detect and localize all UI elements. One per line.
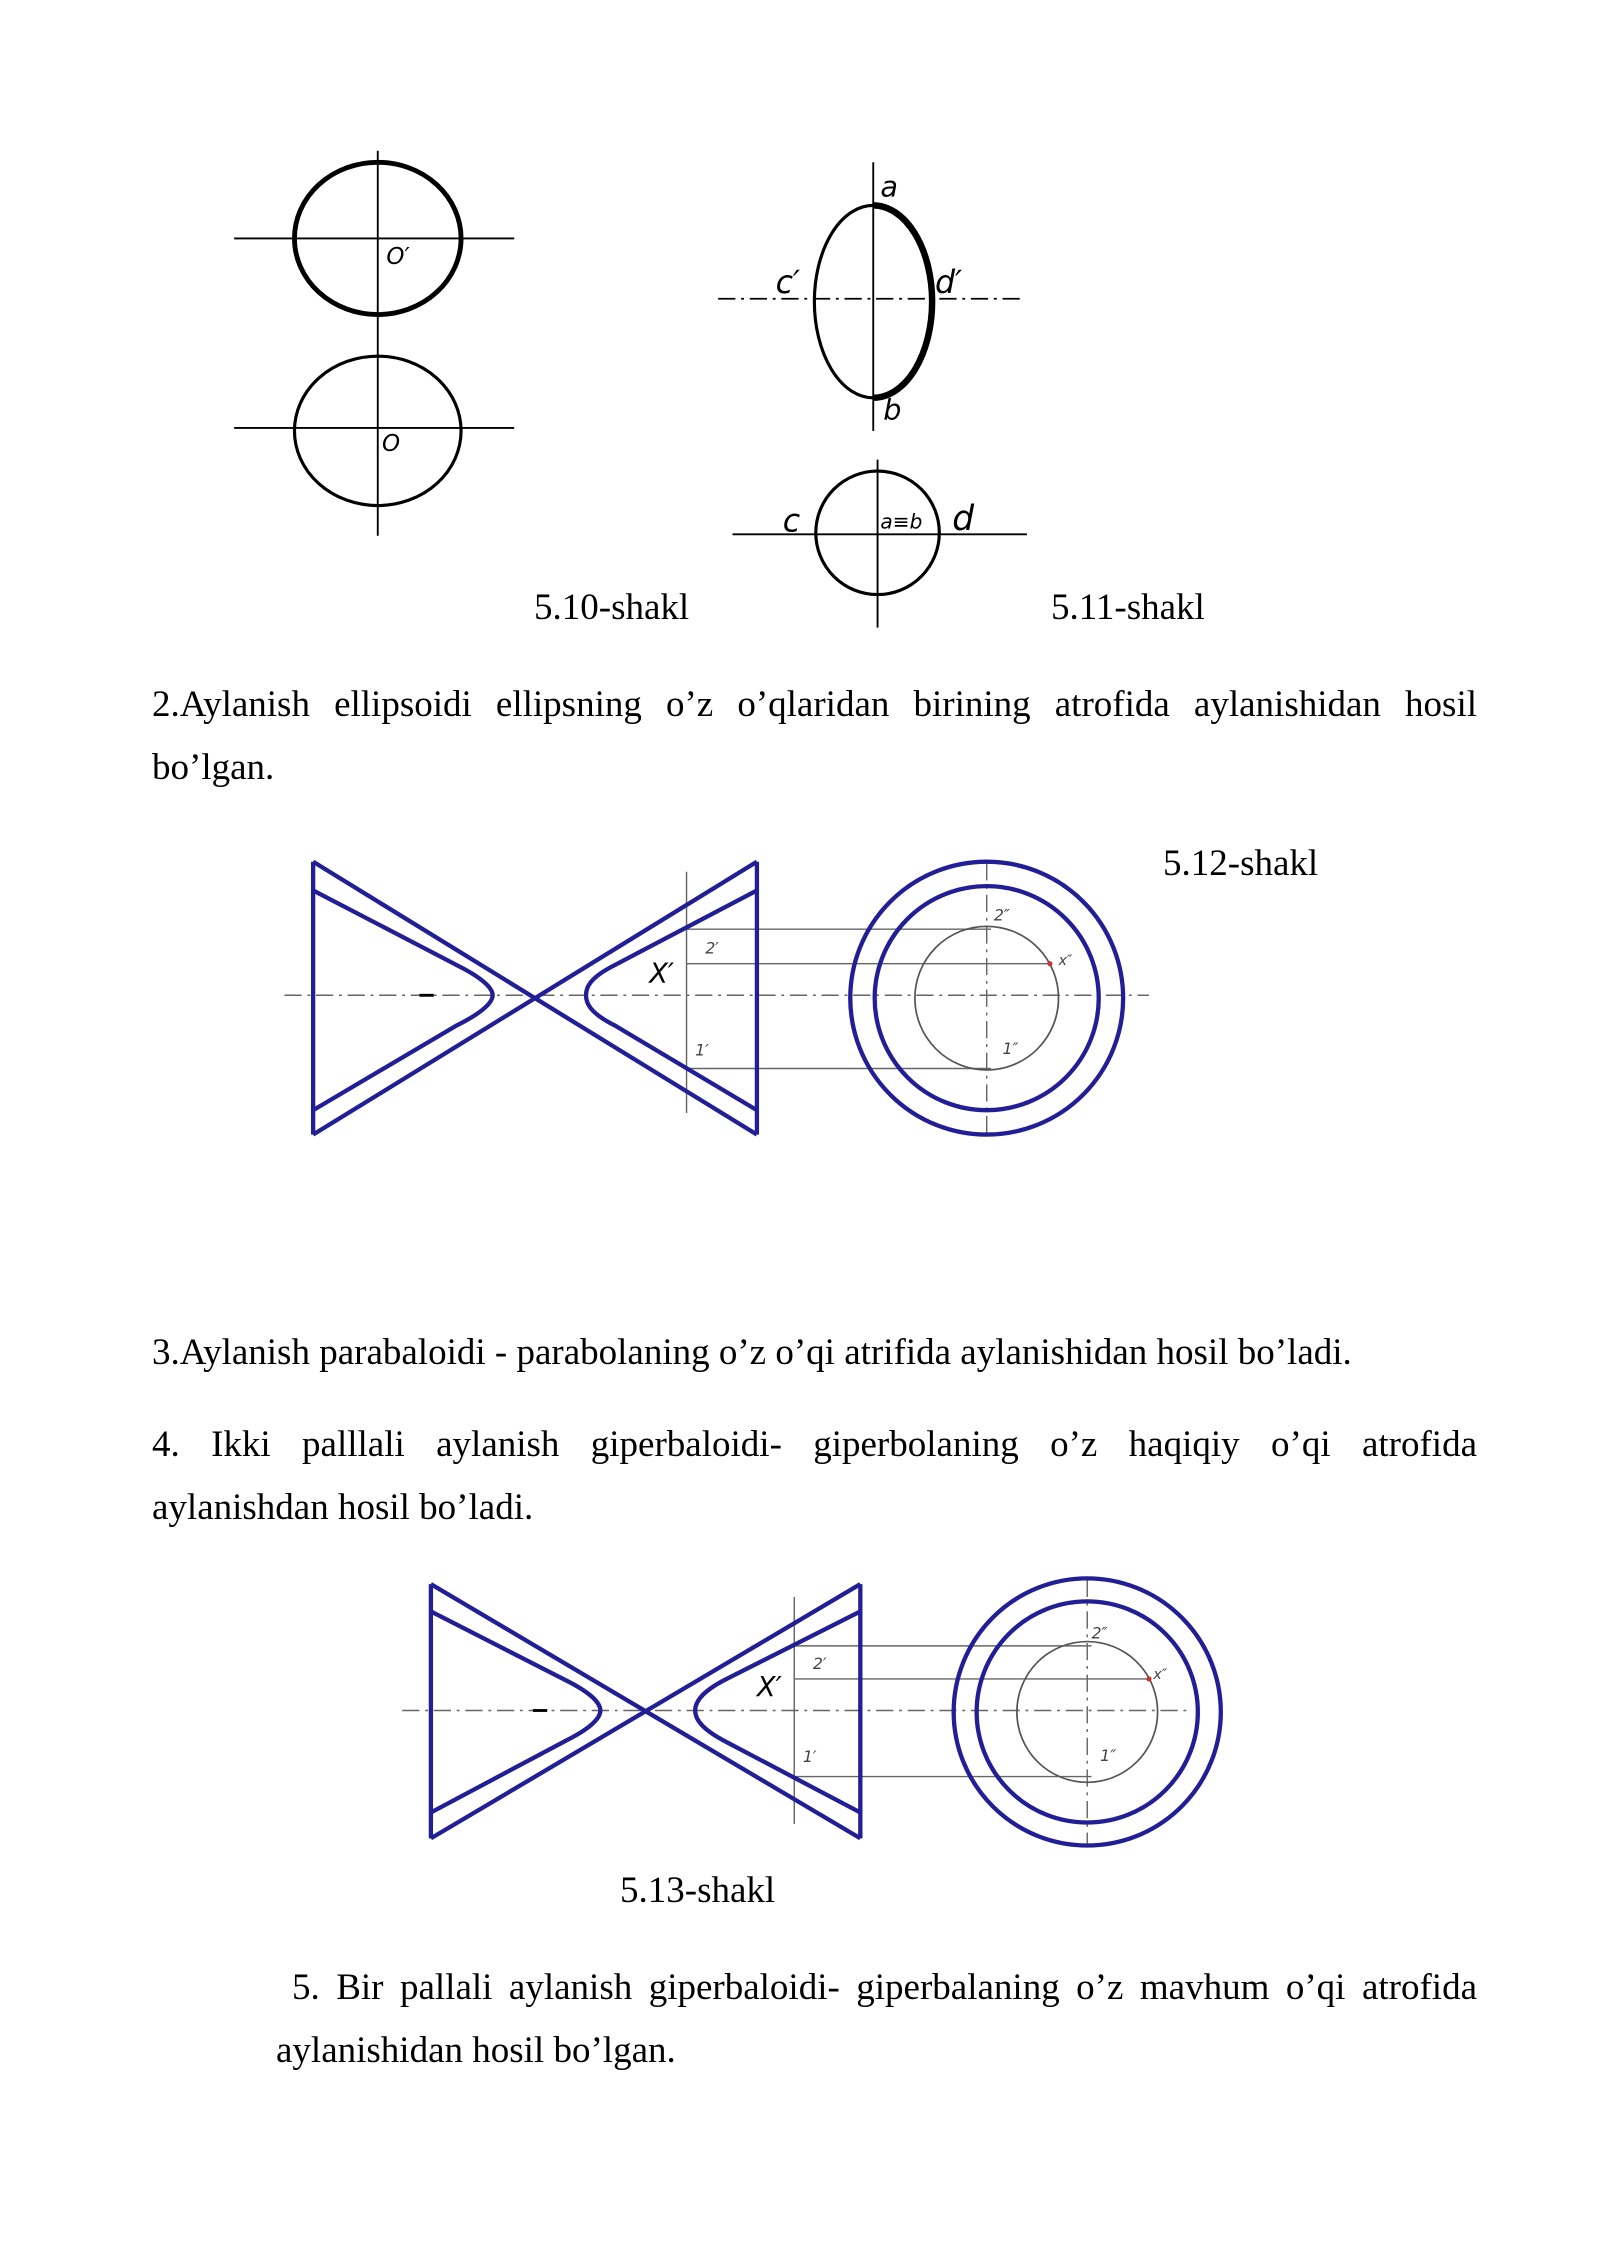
label-1-double-prime: 1″	[1100, 1745, 1117, 1765]
paragraph-line: aylanishdan hosil bo’ladi.	[152, 1487, 534, 1528]
label-2-prime: 2′	[812, 1653, 827, 1673]
label-x-double-prime: x″	[1058, 953, 1073, 970]
caption-figure-5-10: 5.10-shakl	[534, 587, 690, 628]
label-x-prime: X′	[756, 1672, 782, 1704]
label-x-double-prime: x″	[1153, 1666, 1168, 1683]
label-c-prime: c′	[775, 264, 801, 301]
left-hyperbola-branch	[431, 1611, 600, 1812]
label-1-prime: 1′	[695, 1040, 709, 1060]
label-2-double-prime: 2″	[1091, 1623, 1108, 1643]
right-hyperbola-branch	[586, 890, 757, 1110]
caption-figure-5-13: 5.13-shakl	[620, 1870, 776, 1911]
paragraph-two-sheet-hyperboloid	[152, 1413, 1477, 1539]
label-d-prime: d′	[935, 264, 963, 301]
paragraph-ellipsoid	[152, 673, 1477, 799]
paragraph-line: aylanishidan hosil bo’lgan.	[276, 2030, 676, 2071]
paragraph-line: 2.Aylanish ellipsoidi ellipsning o’z o’qlaridan birining atrofida aylanishidan hosil	[152, 684, 1477, 725]
label-o: O	[382, 430, 401, 457]
label-b: b	[883, 392, 902, 427]
label-d: d	[952, 498, 975, 539]
right-hyperbola-branch	[695, 1611, 860, 1812]
paragraph-line: 4. Ikki palllali aylanish giperbaloidi- giperbolaning o’z haqiqiy o’qi atrofida	[152, 1424, 1477, 1465]
caption-figure-5-11: 5.11-shakl	[1051, 587, 1205, 628]
paragraph-line: 3.Aylanish parabaloidi - parabolaning o’z o’qi atrifida aylanishidan hosil bo’ladi.	[152, 1332, 1352, 1373]
label-1-prime: 1′	[802, 1747, 817, 1767]
point-x-marker	[1047, 961, 1052, 966]
label-1-double-prime: 1″	[1002, 1039, 1019, 1059]
label-c: c	[782, 503, 801, 540]
label-2-prime: 2′	[705, 938, 719, 958]
paragraph-line: bo’lgan.	[152, 747, 275, 788]
figure-5-13	[402, 1578, 1221, 1845]
paragraph-paraboloid	[152, 1321, 1477, 1384]
point-x-marker	[1146, 1676, 1151, 1681]
figure-5-10	[234, 151, 514, 536]
figure-5-11	[718, 162, 1027, 627]
paragraph-line: 5. Bir pallali aylanish giperbaloidi- giperbalaning o’z mavhum o’qi atrofida	[292, 1967, 1477, 2008]
paragraph-one-sheet-hyperboloid	[276, 1956, 1477, 2082]
label-o-prime: O′	[386, 244, 410, 271]
label-2-double-prime: 2″	[993, 905, 1010, 925]
ellipse-visible-half	[873, 205, 932, 397]
figure-5-12	[284, 862, 1149, 1135]
label-a: a	[880, 169, 899, 204]
label-x-prime: X′	[649, 958, 675, 990]
label-a-eq-b: a≡b	[880, 509, 923, 534]
caption-figure-5-12: 5.12-shakl	[1163, 843, 1319, 884]
